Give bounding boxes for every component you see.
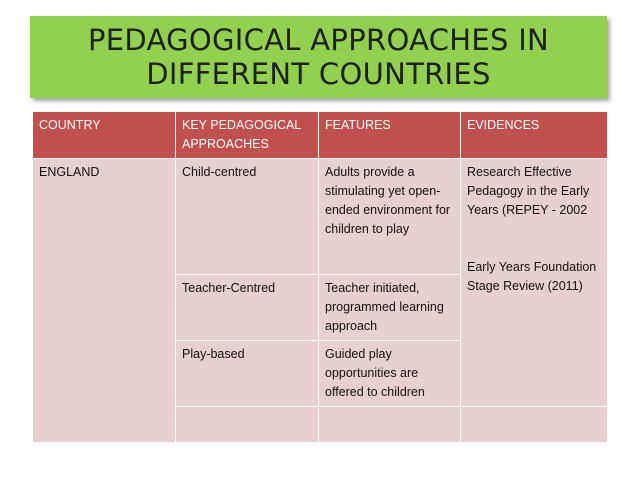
slide-title-box (30, 16, 607, 98)
evidence-repey: Research Effective Pedagogy in the Early Years (REPEY - 2002 (467, 165, 590, 217)
feature-cell: Teacher initiated, programmed learning approach (319, 275, 461, 341)
country-cell: ENGLAND (33, 159, 176, 443)
evidence-eyfs: Early Years Foundation Stage Review (2011) (467, 260, 597, 293)
approach-cell: Child-centred (176, 159, 319, 275)
evidence-empty-cell (461, 407, 608, 443)
feature-cell: Adults provide a stimulating yet open-ended environment for children to play (319, 159, 461, 275)
header-features: FEATURES (319, 112, 461, 159)
slide-title-line-1: PEDAGOGICAL APPROACHES IN (87, 23, 550, 57)
evidence-spacer (467, 239, 601, 258)
table-row (33, 159, 608, 275)
approach-cell: Teacher-Centred (176, 275, 319, 341)
feature-cell (319, 407, 461, 443)
header-evidences: EVIDENCES (461, 112, 608, 159)
table-header-row (33, 112, 608, 159)
header-country: COUNTRY (33, 112, 176, 159)
evidence-cell (461, 159, 608, 407)
approach-cell (176, 407, 319, 443)
evidence-spacer (467, 220, 601, 239)
feature-cell: Guided play opportunities are offered to children (319, 341, 461, 407)
header-approaches: KEY PEDAGOGICAL APPROACHES (176, 112, 319, 159)
slide-title-line-2: DIFFERENT COUNTRIES (146, 57, 491, 91)
approach-cell: Play-based (176, 341, 319, 407)
pedagogy-table (32, 111, 608, 443)
